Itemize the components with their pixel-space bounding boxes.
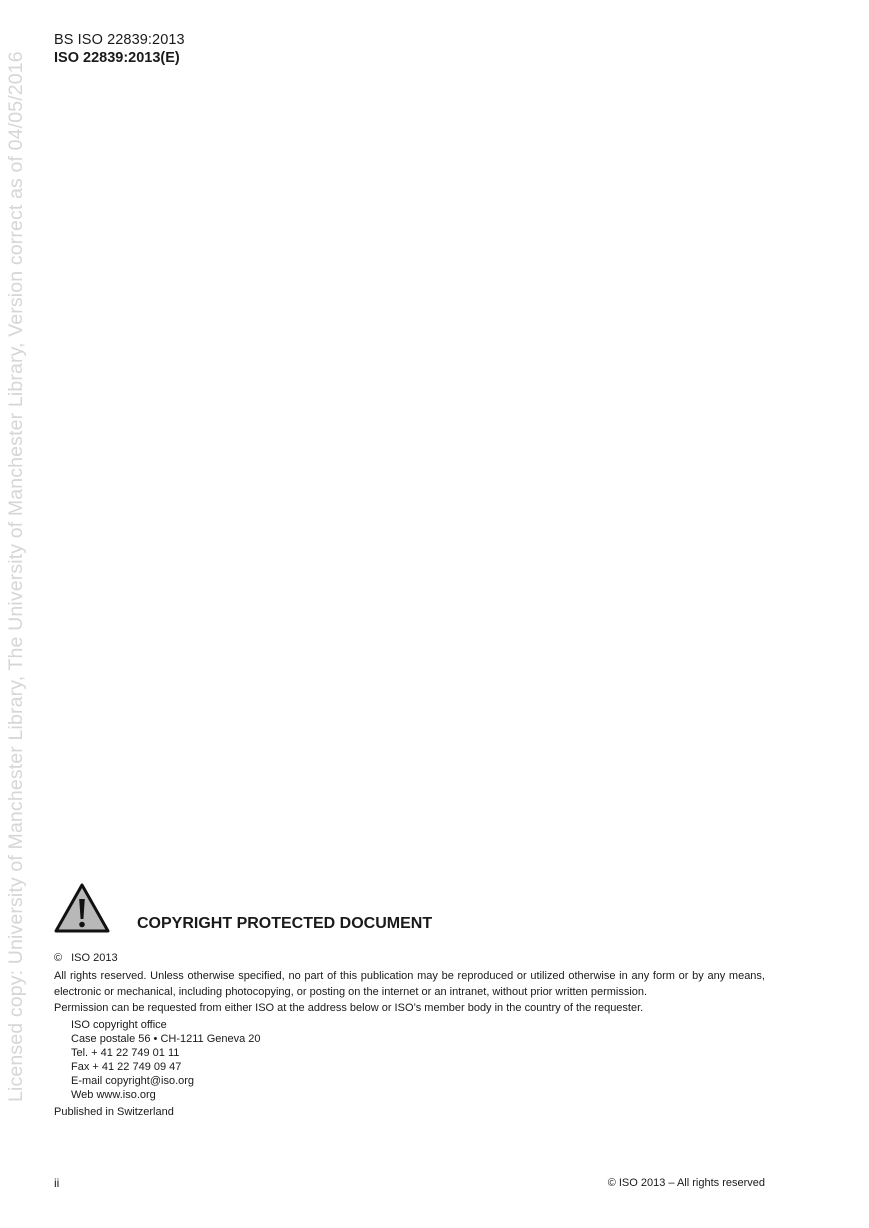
copyright-line [54, 952, 118, 964]
address-fax: Fax + 41 22 749 09 47 [71, 1061, 182, 1073]
copyright-protected-title: COPYRIGHT PROTECTED DOCUMENT [137, 915, 433, 932]
published-in: Published in Switzerland [54, 1106, 174, 1118]
iso-address-block [71, 1018, 261, 1102]
header-iso-number: ISO 22839:2013(E) [54, 50, 180, 66]
license-watermark: Licensed copy: University of Manchester Library, The University of Manchester Library, Version correct as of 04/05/2016 [5, 51, 27, 1102]
rights-text: All rights reserved. Unless otherwise specified, no part of this publication may be reproduced or utilized otherwise in any form or by any means, electronic or mechanical, including photocopying, or posting on the internet or an intranet, without prior written permission. [54, 970, 765, 998]
address-tel: Tel. + 41 22 749 01 11 [71, 1047, 180, 1059]
warning-triangle-icon [53, 882, 111, 934]
copyright-year: ISO 2013 [71, 952, 118, 964]
copyright-symbol: © [54, 952, 63, 964]
rights-paragraph [54, 968, 765, 1016]
header-bs-number: BS ISO 22839:2013 [54, 32, 185, 48]
permission-text: Permission can be requested from either ISO at the address below or ISO’s member body in the country of the requester. [54, 1002, 644, 1014]
footer-copyright: © ISO 2013 – All rights reserved [607, 1177, 765, 1189]
page-number: ii [54, 1176, 60, 1190]
address-postal: Case postale 56 • CH-1211 Geneva 20 [71, 1033, 261, 1045]
address-web: Web www.iso.org [71, 1089, 156, 1101]
address-office: ISO copyright office [71, 1019, 167, 1031]
address-email: E-mail copyright@iso.org [71, 1075, 195, 1087]
